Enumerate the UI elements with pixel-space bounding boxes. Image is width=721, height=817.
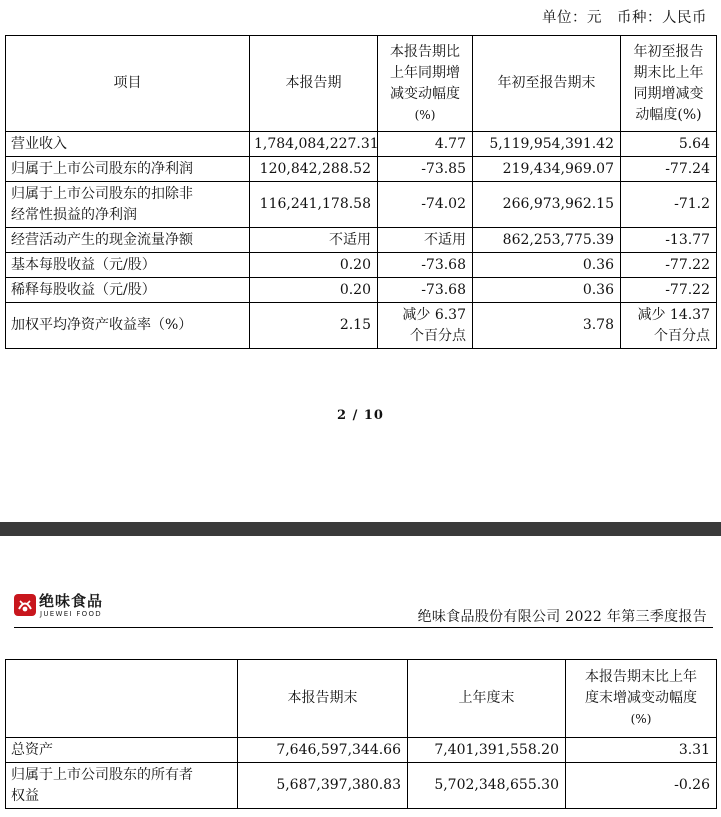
cell-current-change: -74.02 — [378, 182, 473, 228]
header-ytd: 年初至报告期末 — [473, 36, 621, 132]
cell-ytd-change: -77.24 — [621, 157, 717, 182]
cell-ytd-change: 5.64 — [621, 132, 717, 157]
cell-current-end: 7,646,597,344.66 — [238, 738, 408, 763]
page-separator — [0, 522, 721, 536]
cell-current-change: -73.68 — [378, 278, 473, 303]
logo-text-cn: 绝味食品 — [39, 592, 104, 610]
cell-current: 0.20 — [250, 253, 378, 278]
cell-current: 2.15 — [250, 303, 378, 349]
header-current-end: 本报告期末 — [238, 660, 408, 738]
cell-ytd: 3.78 — [473, 303, 621, 349]
cell-current: 不适用 — [250, 228, 378, 253]
header-item: 项目 — [6, 36, 250, 132]
table-row — [6, 303, 717, 349]
main-financial-data-table — [5, 35, 717, 349]
table-header-row — [6, 36, 717, 132]
table-row — [6, 763, 717, 809]
page-number: 2 / 10 — [337, 408, 384, 423]
header-current-period: 本报告期 — [250, 36, 378, 132]
cell-ytd: 219,434,969.07 — [473, 157, 621, 182]
cell-current-change: 不适用 — [378, 228, 473, 253]
table-header-row — [6, 660, 717, 738]
cell-ytd: 5,119,954,391.42 — [473, 132, 621, 157]
row-label: 营业收入 — [6, 132, 250, 157]
cell-ytd: 266,973,962.15 — [473, 182, 621, 228]
cell-current: 120,842,288.52 — [250, 157, 378, 182]
company-logo — [14, 592, 124, 620]
cell-change: -0.26 — [566, 763, 717, 809]
row-label: 基本每股收益（元/股） — [6, 253, 250, 278]
row-label: 归属于上市公司股东的所有者 权益 — [6, 763, 238, 809]
row-label: 归属于上市公司股东的净利润 — [6, 157, 250, 182]
juewei-logo-icon — [14, 594, 36, 616]
cell-current: 0.20 — [250, 278, 378, 303]
cell-ytd: 0.36 — [473, 278, 621, 303]
cell-current-end: 5,687,397,380.83 — [238, 763, 408, 809]
row-label: 经营活动产生的现金流量净额 — [6, 228, 250, 253]
table-row — [6, 738, 717, 763]
header-last-year-end: 上年度末 — [408, 660, 566, 738]
cell-current: 116,241,178.58 — [250, 182, 378, 228]
report-page-next — [0, 536, 721, 817]
cell-ytd-change: 减少 14.37 个百分点 — [621, 303, 717, 349]
cell-ytd-change: -77.22 — [621, 278, 717, 303]
cell-current-change: 4.77 — [378, 132, 473, 157]
table-row — [6, 182, 717, 228]
cell-ytd-change: -13.77 — [621, 228, 717, 253]
cell-current-change: -73.68 — [378, 253, 473, 278]
cell-last-year-end: 7,401,391,558.20 — [408, 738, 566, 763]
table-row — [6, 132, 717, 157]
balance-data-table — [5, 659, 717, 809]
cell-change: 3.31 — [566, 738, 717, 763]
table-row — [6, 228, 717, 253]
cell-current-change: 减少 6.37 个百分点 — [378, 303, 473, 349]
row-label: 稀释每股收益（元/股） — [6, 278, 250, 303]
logo-text-en: JUEWEI FOOD — [40, 610, 102, 618]
cell-ytd: 862,253,775.39 — [473, 228, 621, 253]
cell-ytd-change: -77.22 — [621, 253, 717, 278]
cell-current-change: -73.85 — [378, 157, 473, 182]
row-label: 归属于上市公司股东的扣除非 经常性损益的净利润 — [6, 182, 250, 228]
row-label: 加权平均净资产收益率（%） — [6, 303, 250, 349]
row-label: 总资产 — [6, 738, 238, 763]
table-row — [6, 157, 717, 182]
header-ytd-change: 年初至报告 期末比上年 同期增减变 动幅度(%) — [621, 36, 717, 132]
unit-currency-note: 单位：元 币种：人民币 — [542, 10, 707, 26]
header-divider — [14, 627, 713, 628]
report-title: 绝味食品股份有限公司 2022 年第三季度报告 — [417, 609, 707, 625]
header-change: 本报告期末比上年 度末增减变动幅度 (%) — [566, 660, 717, 738]
table-row — [6, 253, 717, 278]
header-item — [6, 660, 238, 738]
header-current-change: 本报告期比 上年同期增 减变动幅度 (%) — [378, 36, 473, 132]
cell-last-year-end: 5,702,348,655.30 — [408, 763, 566, 809]
table-row — [6, 278, 717, 303]
cell-current: 1,784,084,227.31 — [250, 132, 378, 157]
cell-ytd-change: -71.2 — [621, 182, 717, 228]
cell-ytd: 0.36 — [473, 253, 621, 278]
